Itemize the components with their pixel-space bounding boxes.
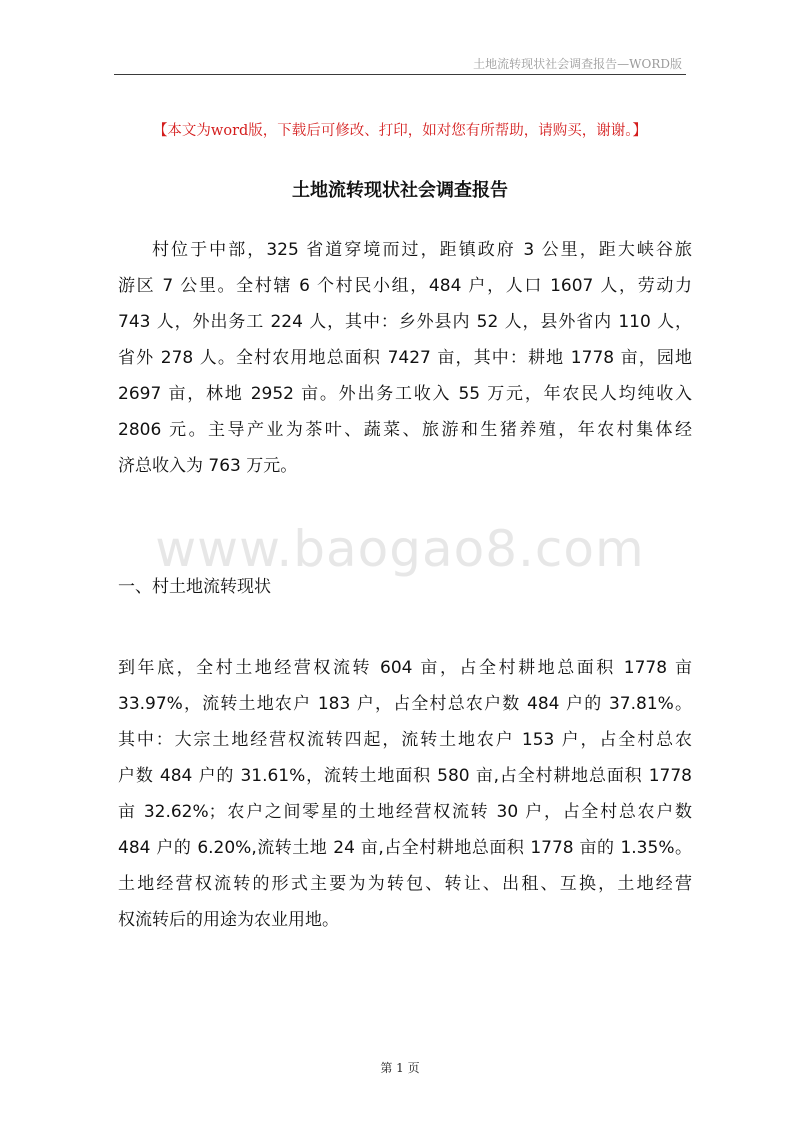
paragraph-line: 2697 亩，林地 2952 亩。外出务工收入 55 万元，年农民人均纯收入 (118, 384, 692, 404)
document-title: 土地流转现状社会调查报告 (292, 180, 508, 201)
paragraph-line: 33.97%，流转土地农户 183 户，占全村总农户数 484 户的 37.81%。 (118, 694, 692, 714)
paragraph-line: 2806 元。主导产业为茶叶、蔬菜、旅游和生猪养殖，年农村集体经 (118, 420, 692, 440)
site-watermark: www.baogao8.com (155, 520, 645, 578)
paragraph-line: 土地经营权流转的形式主要为为转包、转让、出租、互换，土地经营 (118, 874, 692, 894)
paragraph-line: 济总收入为 763 万元。 (118, 456, 298, 476)
paragraph-line: 743 人，外出务工 224 人，其中：乡外县内 52 人，县外省内 110 人， (118, 312, 692, 332)
paragraph-line: 游区 7 公里。全村辖 6 个村民小组，484 户，人口 1607 人，劳动力 (118, 276, 692, 296)
paragraph-line: 村位于中部，325 省道穿境而过，距镇政府 3 公里，距大峡谷旅 (152, 240, 692, 260)
paragraph-line: 其中：大宗土地经营权流转四起，流转土地农户 153 户，占全村总农 (118, 730, 692, 750)
paragraph-line: 到年底，全村土地经营权流转 604 亩，占全村耕地总面积 1778 亩 (118, 658, 692, 678)
status-paragraph (118, 650, 692, 938)
header-divider (114, 74, 686, 75)
running-header-title: 土地流转现状社会调查报告—WORD版 (473, 57, 682, 71)
page-number: 第 1 页 (380, 1061, 420, 1075)
paragraph-line: 省外 278 人。全村农用地总面积 7427 亩，其中：耕地 1778 亩，园地 (118, 348, 692, 368)
paragraph-line: 亩 32.62%；农户之间零星的土地经营权流转 30 户，占全村总农户数 (118, 802, 692, 822)
purchase-notice: 【本文为word版，下载后可修改、打印，如对您有所帮助，请购买，谢谢。】 (152, 123, 648, 139)
section-heading: 一、村土地流转现状 (118, 577, 271, 597)
paragraph-line: 权流转后的用途为农业用地。 (118, 910, 339, 930)
paragraph-line: 484 户的 6.20%,流转土地 24 亩,占全村耕地总面积 1778 亩的 1.35%。 (118, 838, 692, 858)
intro-paragraph (118, 232, 692, 484)
paragraph-line: 户数 484 户的 31.61%，流转土地面积 580 亩,占全村耕地总面积 1778 (118, 766, 692, 786)
